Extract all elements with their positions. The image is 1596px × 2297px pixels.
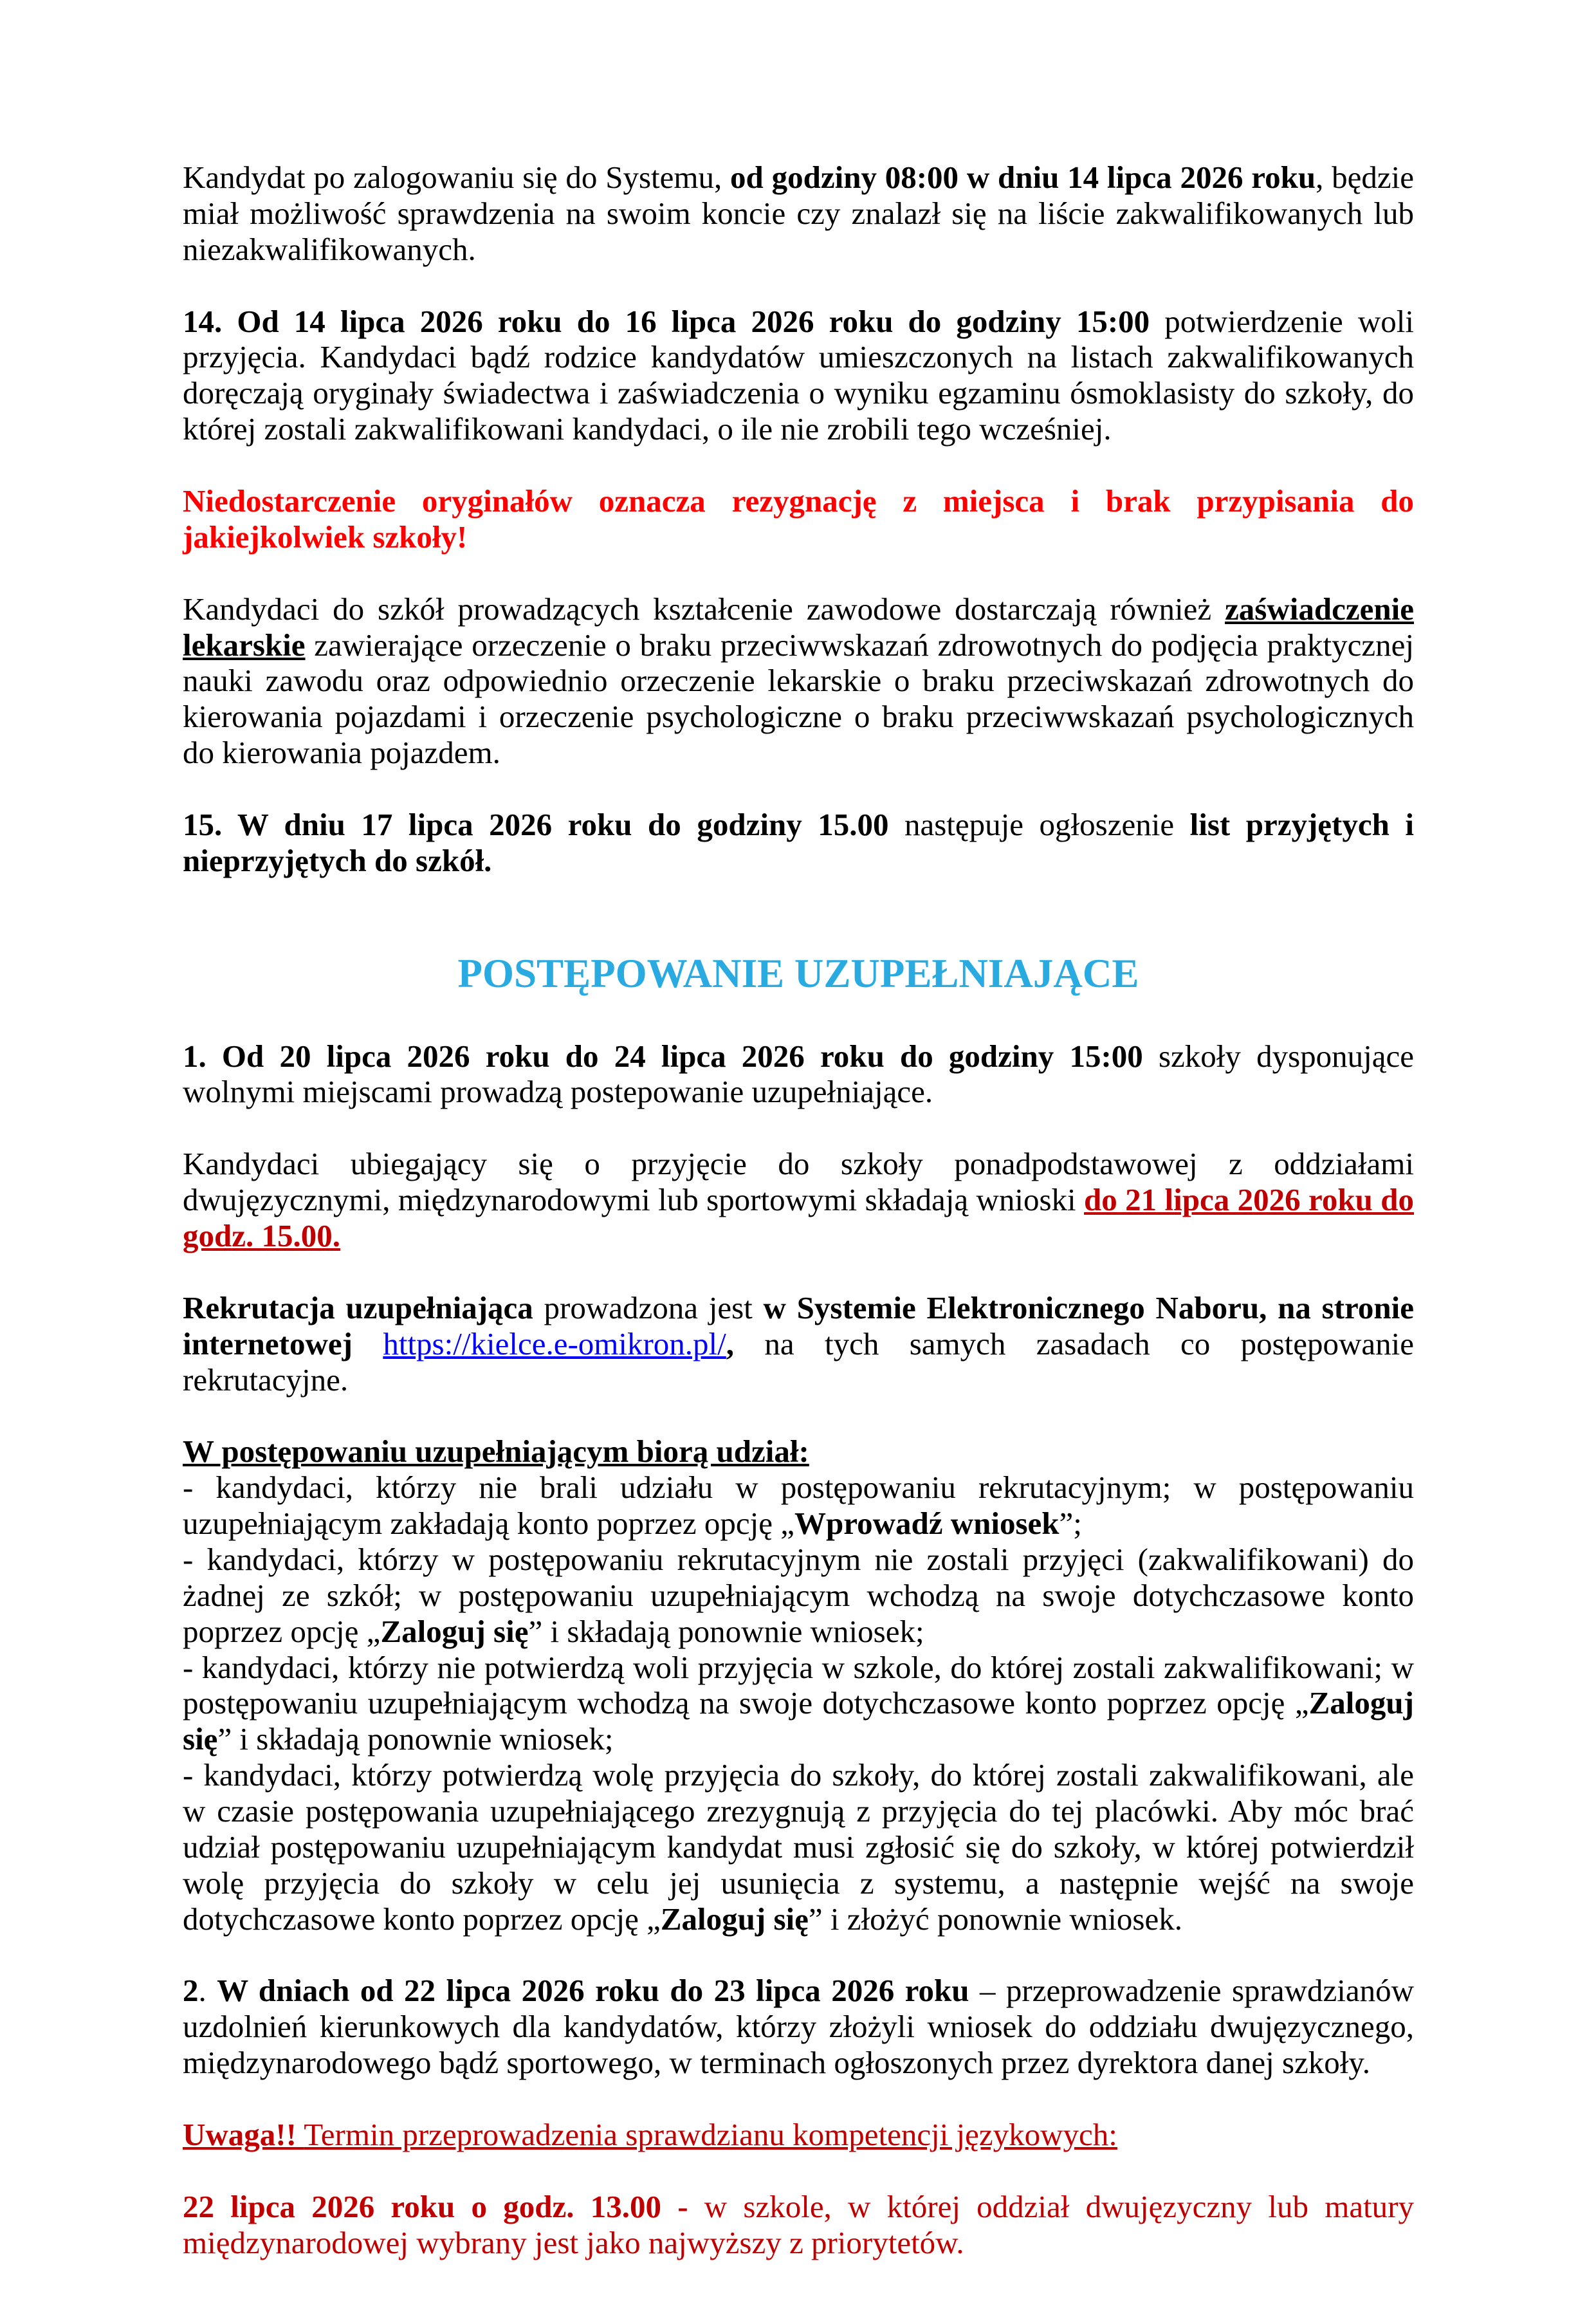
text-run: ”; — [1059, 1506, 1082, 1542]
paragraph-login-info — [183, 160, 1414, 268]
text-run: w szkole, w której oddział dwujęzyczny lub matury międzynarodowej wybrany jest jako najwyższy z priorytetów. — [183, 2188, 1414, 2260]
text-run: Zaloguj się — [183, 1685, 1414, 1757]
text-run: 15. W dniu 17 lipca 2026 roku do godziny 15.00 — [183, 807, 889, 843]
text-run: zawierające orzeczenie o braku przeciwwskazań zdrowotnych do podjęcia praktycznej nauki zawodu oraz odpowiednio orzeczenie lekarskie o braku przeciwskazań zdrowotnych do kierowania pojazdami i orzeczenie psychologiczne o braku przeciwwskazań psychologicznych do kierowania pojazdem. — [183, 627, 1414, 771]
text-run: następuje ogłoszenie — [888, 807, 1190, 843]
paragraph-14-potwierdzenie-woli — [183, 304, 1414, 447]
paragraph-22-lipca-godz-13 — [183, 2189, 1414, 2261]
text-run: Kandydaci do szkół prowadzących kształcenie zawodowe dostarczają również — [183, 591, 1225, 627]
text-run: szkoły dysponujące wolnymi miejscami prowadzą postepowanie uzupełniające. — [183, 1038, 1414, 1110]
text-run: 1. Od 20 lipca 2026 roku do 24 lipca 2026 roku do godziny 15:00 — [183, 1038, 1143, 1074]
paragraph-1-wolne-miejsca — [183, 1038, 1414, 1111]
list-heading-biora-udzial — [183, 1434, 1414, 1470]
text-run: Niedostarczenie oryginałów oznacza rezygnację z miejsca i brak przypisania do jakiejkolwiek szkoły! — [183, 483, 1414, 555]
document-body — [183, 160, 1414, 2297]
text-run: Wprowadź wniosek — [794, 1506, 1059, 1542]
text-run: ” i składają ponownie wniosek; — [217, 1721, 614, 1757]
section-heading-postepowanie-uzupelniajace — [183, 951, 1414, 997]
text-run: - kandydaci, którzy w postępowaniu rekrutacyjnym nie zostali przyjęci (zakwalifikowani) do żadnej ze szkół; w postępowaniu uzupełniającym wchodzą na swoje dotychczasowe konto poprzez opcję „ — [183, 1542, 1414, 1649]
text-run: 22 lipca 2026 roku o godz. 13.00 - — [183, 2188, 704, 2224]
text-run: – przeprowadzenie sprawdzianów uzdolnień kierunkowych dla kandydatów, którzy złożyli wniosek do oddziału dwujęzycznego, międzynarodowego bądź sportowego, w terminach ogłoszonych przez dyrektora danej szkoły. — [183, 1973, 1415, 2081]
text-run: prowadzona jest — [533, 1289, 764, 1325]
text-run: do 21 lipca 2026 roku do godz. 15.00. — [183, 1182, 1414, 1253]
text-run: list przyjętych i nieprzyjętych do szkół. — [183, 807, 1415, 878]
text-run: od godziny 08:00 w dniu 14 lipca 2026 roku — [730, 160, 1316, 195]
text-run: - kandydaci, którzy potwierdzą wolę przyjęcia do szkoły, do której zostali zakwalifikowani, ale w czasie postępowania uzupełniającego zrezygnują z przyjęcia do tej placówki. Aby móc brać udział postępowaniu uzupełniającym kandydat musi zgłosić się do szkoły, w której potwierdził wolę przyjęcia do szkoły w celu jej usunięcia z systemu, a następnie wejść na swoje dotychczasowe konto poprzez opcję „ — [183, 1757, 1414, 1937]
text-run: Uwaga!! — [183, 2117, 297, 2153]
text-run: Rekrutacja uzupełniająca — [183, 1289, 533, 1325]
text-run — [297, 2117, 304, 2152]
text-run: - kandydaci, którzy nie potwierdzą woli przyjęcia w szkole, do której zostali zakwalifikowani; w postępowaniu uzupełniającym wchodzą na swoje dotychczasowe konto poprzez opcję „ — [183, 1649, 1414, 1721]
text-run: Kandydaci ubiegający się o przyjęcie do szkoły ponadpodstawowej z oddziałami dwujęzycznymi, międzynarodowymi lub sportowymi składają wnioski — [183, 1146, 1414, 1218]
paragraph-rekrutacja-system — [183, 1290, 1414, 1398]
text-run: Zaloguj się — [660, 1901, 809, 1937]
text-run: zaświadczenie lekarskie — [183, 591, 1414, 663]
text-run: Termin przeprowadzenia sprawdzianu kompetencji językowych: — [304, 2117, 1117, 2153]
text-run: , — [726, 1325, 735, 1361]
text-run: W postępowaniu uzupełniającym biorą udział: — [183, 1434, 809, 1470]
text-run: ” i składają ponownie wniosek; — [528, 1613, 924, 1649]
paragraph-deadline-21-lipca — [183, 1146, 1414, 1254]
list-item-kandydaci-zrezygnuja — [183, 1757, 1414, 1937]
paragraph-2-sprawdziany — [183, 1973, 1414, 2081]
hyperlink[interactable]: https://kielce.e-omikron.pl/ — [383, 1325, 726, 1361]
list-item-kandydaci-nie-przyjeci — [183, 1542, 1414, 1650]
text-run: 14. Od 14 lipca 2026 roku do 16 lipca 2026 roku do godziny 15:00 — [183, 303, 1150, 339]
list-item-kandydaci-nie-potwierdza-woli — [183, 1650, 1414, 1758]
text-run: 2 — [183, 1973, 199, 2009]
text-run: na tych samych zasadach co postępowanie rekrutacyjne. — [183, 1325, 1415, 1398]
text-run: ” i złożyć ponownie wniosek. — [808, 1901, 1182, 1937]
warning-uwaga-termin — [183, 2117, 1414, 2153]
text-run: potwierdzenie woli przyjęcia. Kandydaci bądź rodzice kandydatów umieszczonych na listach zakwalifikowanych doręczają oryginały świadectwa i zaświadczenia o wyniku egzaminu ósmoklasisty do szkoły, do której zostali zakwalifikowani kandydaci, o ile nie zrobili tego wcześniej. — [183, 303, 1414, 447]
text-run: Kandydat po zalogowaniu się do Systemu, — [183, 160, 731, 195]
text-run: w Systemie Elektronicznego Naboru, na stronie internetowej — [183, 1289, 1414, 1361]
text-run: POSTĘPOWANIE UZUPEŁNIAJĄCE — [457, 950, 1139, 996]
list-item-kandydaci-nie-brali-udzialu — [183, 1470, 1414, 1542]
text-run: - kandydaci, którzy nie brali udziału w postępowaniu rekrutacyjnym; w postępowaniu uzupełniającym zakładają konto poprzez opcję „ — [183, 1470, 1414, 1542]
warning-originals — [183, 483, 1414, 555]
text-run: . — [198, 1973, 217, 2009]
text-run: Zaloguj się — [380, 1613, 529, 1649]
paragraph-15-oglaszanie-list — [183, 807, 1414, 879]
paragraph-medical-certificate — [183, 591, 1414, 771]
text-run: W dniach od 22 lipca 2026 roku do 23 lipca 2026 roku — [217, 1973, 969, 2009]
text-run: , będzie miał możliwość sprawdzenia na swoim koncie czy znalazł się na liście zakwalifikowanych lub niezakwalifikowanych. — [183, 160, 1415, 267]
